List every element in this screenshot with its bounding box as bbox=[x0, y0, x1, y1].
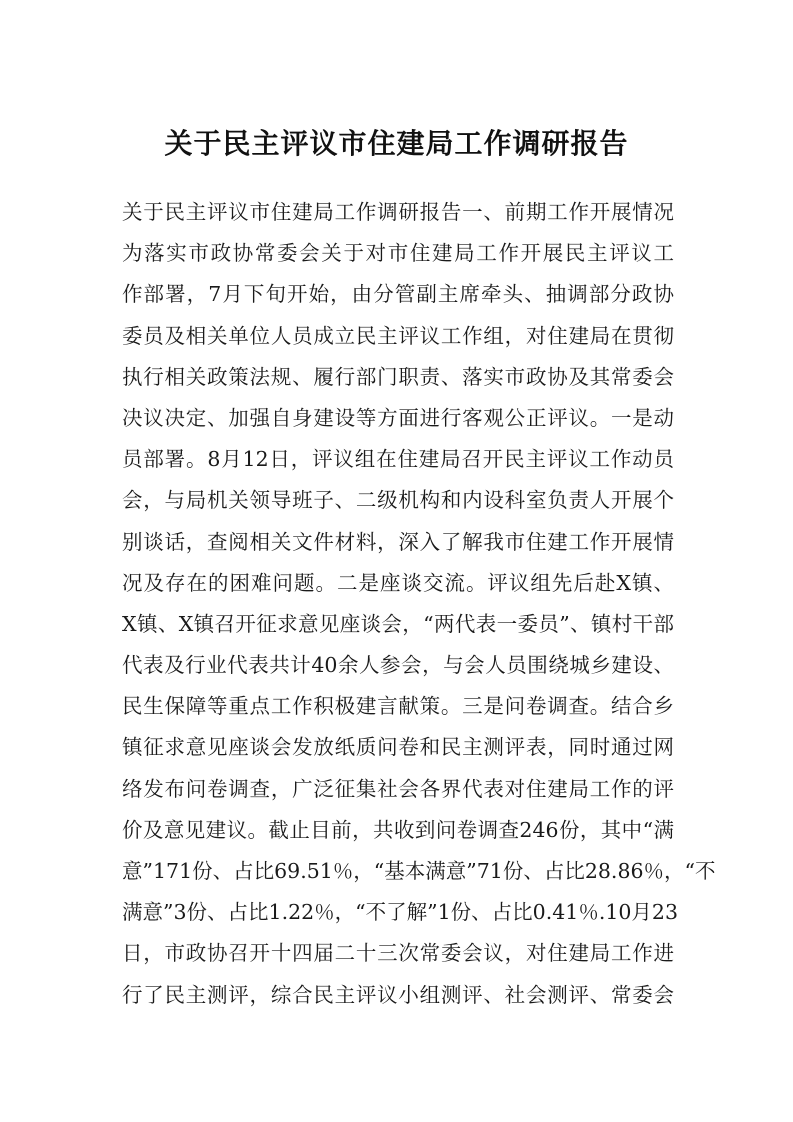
body-line: X镇、X镇召开征求意见座谈会，“两代表一委员”、镇村干部 bbox=[122, 611, 674, 636]
body-line: 为落实市政协常委会关于对市住建局工作开展民主评议工 bbox=[122, 241, 674, 266]
document-body bbox=[122, 192, 716, 1016]
document-title: 关于民主评议市住建局工作调研报告 bbox=[164, 127, 629, 160]
body-line: 意”171份、占比69.51％，“基本满意”71份、占比28.86％，“不 bbox=[122, 859, 716, 883]
body-line: 委员及相关单位人员成立民主评议工作组，对住建局在贯彻 bbox=[122, 323, 674, 348]
body-line: 价及意见建议。截止目前，共收到问卷调查246份，其中“满 bbox=[122, 817, 674, 842]
body-line: 会，与局机关领导班子、二级机构和内设科室负责人开展个 bbox=[122, 488, 674, 513]
body-line: 络发布问卷调查，广泛征集社会各界代表对住建局工作的评 bbox=[122, 776, 674, 801]
body-line: 作部署，7月下旬开始，由分管副主席牵头、抽调部分政协 bbox=[122, 282, 674, 307]
body-line: 镇征求意见座谈会发放纸质问卷和民主测评表，同时通过网 bbox=[122, 735, 674, 760]
body-line: 日，市政协召开十四届二十三次常委会议，对住建局工作进 bbox=[122, 941, 674, 966]
body-line: 别谈话，查阅相关文件材料，深入了解我市住建工作开展情 bbox=[122, 529, 674, 554]
body-line: 决议决定、加强自身建设等方面进行客观公正评议。一是动 bbox=[122, 405, 674, 430]
body-line: 代表及行业代表共计40余人参会，与会人员围绕城乡建设、 bbox=[122, 653, 674, 678]
body-line: 满意”3份、占比1.22％，“不了解”1份、占比0.41％.10月23 bbox=[122, 900, 679, 925]
body-line: 况及存在的困难问题。二是座谈交流。评议组先后赴X镇、 bbox=[122, 570, 674, 595]
body-line: 关于民主评议市住建局工作调研报告一、前期工作开展情况 bbox=[122, 200, 674, 224]
body-line: 执行相关政策法规、履行部门职责、落实市政协及其常委会 bbox=[122, 364, 674, 389]
body-line: 民生保障等重点工作积极建言献策。三是问卷调查。结合乡 bbox=[122, 694, 674, 719]
body-line: 行了民主测评，综合民主评议小组测评、社会测评、常委会 bbox=[122, 982, 674, 1007]
body-line: 员部署。8月12日，评议组在住建局召开民主评议工作动员 bbox=[122, 447, 674, 472]
